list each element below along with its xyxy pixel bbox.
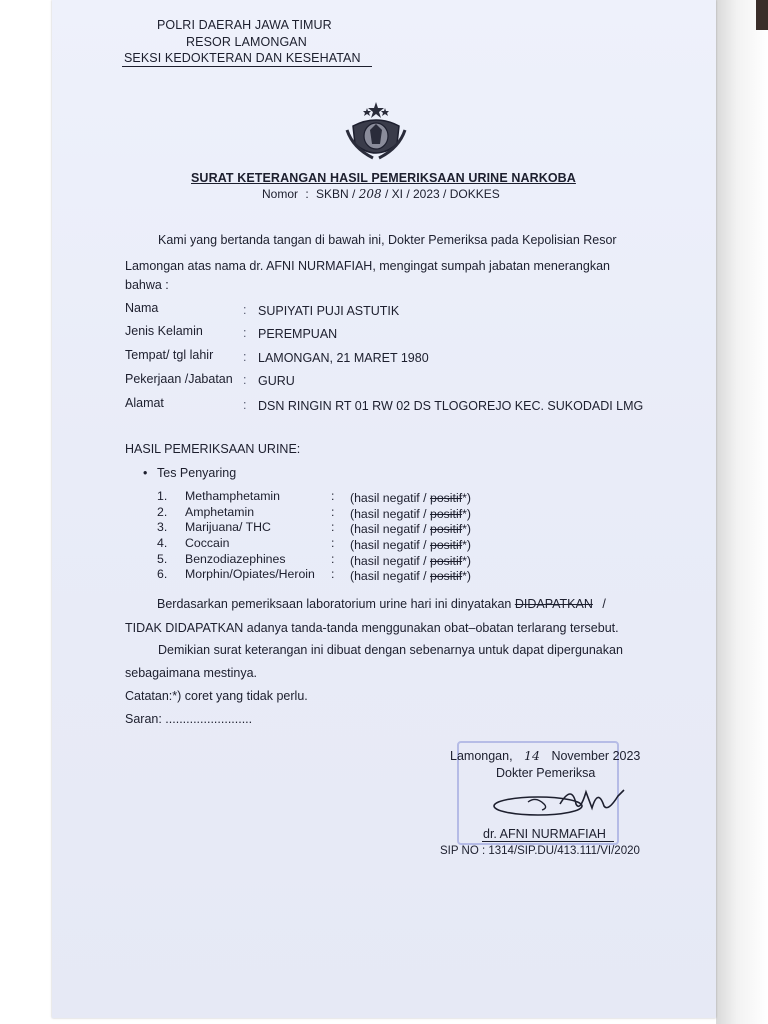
document-title: SURAT KETERANGAN HASIL PEMERIKSAAN URINE NARKOBA <box>191 171 576 185</box>
header-line-2: RESOR LAMONGAN <box>186 35 307 49</box>
document-number <box>262 187 500 201</box>
saran: Saran: ......................... <box>125 712 253 726</box>
identity-label-alamat: Alamat <box>125 396 164 410</box>
signature-month-year: November 2023 <box>551 749 641 763</box>
closing-line-2: sebagaimana mestinya. <box>125 666 258 680</box>
result-colon: : <box>331 489 335 503</box>
result-name: Marijuana/ THC <box>185 520 271 534</box>
result-name: Morphin/Opiates/Heroin <box>185 567 315 581</box>
result-no: 2. <box>157 505 168 519</box>
result-colon: : <box>331 567 335 581</box>
conclusion-line-1-text: Berdasarkan pemeriksaan laboratorium urine hari ini dinyatakan <box>157 597 512 611</box>
result-close: *) <box>462 491 471 505</box>
identity-colon: : <box>243 350 247 364</box>
result-struck: positif <box>429 569 463 583</box>
result-struck: positif <box>429 522 463 536</box>
result-value <box>350 554 471 568</box>
catatan: Catatan:*) coret yang tidak perlu. <box>125 689 308 703</box>
result-value <box>350 569 471 583</box>
identity-label-pekerjaan: Pekerjaan /Jabatan <box>125 372 233 386</box>
result-close: *) <box>462 522 471 536</box>
result-no: 3. <box>157 520 168 534</box>
identity-label-nama: Nama <box>125 301 159 315</box>
result-colon: : <box>331 552 335 566</box>
nomor-colon: : <box>305 187 309 201</box>
results-heading: HASIL PEMERIKSAAN URINE: <box>125 442 301 456</box>
result-struck: positif <box>429 491 463 505</box>
result-name: Coccain <box>185 536 230 550</box>
nomor-prefix: SKBN / <box>316 187 356 201</box>
result-open: (hasil negatif / <box>350 554 427 568</box>
closing-line-1: Demikian surat keterangan ini dibuat dengan sebenarnya untuk dapat dipergunakan <box>158 643 623 657</box>
header-underline <box>122 66 372 67</box>
result-name: Benzodiazephines <box>185 552 286 566</box>
results-subheading: Tes Penyaring <box>157 466 237 480</box>
result-no: 6. <box>157 567 168 581</box>
background-right <box>716 0 768 1024</box>
result-close: *) <box>462 538 471 552</box>
result-open: (hasil negatif / <box>350 507 427 521</box>
result-close: *) <box>462 569 471 583</box>
result-struck: positif <box>429 507 463 521</box>
conclusion-line-2: TIDAK DIDAPATKAN adanya tanda-tanda menggunakan obat–obatan terlarang tersebut. <box>125 621 619 635</box>
identity-colon: : <box>243 398 247 412</box>
identity-value-pekerjaan: GURU <box>258 374 295 388</box>
identity-label-tempat-tgl-lahir: Tempat/ tgl lahir <box>125 348 214 362</box>
sip-number: SIP NO : 1314/SIP.DU/413.111/VI/2020 <box>440 845 640 857</box>
result-value <box>350 507 471 521</box>
identity-value-tempat-tgl-lahir: LAMONGAN, 21 MARET 1980 <box>258 351 429 365</box>
signatory-name-underline <box>482 841 614 842</box>
result-struck: positif <box>429 538 463 552</box>
police-emblem-icon <box>343 100 409 164</box>
identity-value-alamat: DSN RINGIN RT 01 RW 02 DS TLOGOREJO KEC. SUKODADI LMG <box>258 399 644 413</box>
result-struck: positif <box>429 554 463 568</box>
result-colon: : <box>331 505 335 519</box>
identity-colon: : <box>243 373 247 387</box>
identity-value-nama: SUPIYATI PUJI ASTUTIK <box>258 304 400 318</box>
intro-line-3: bahwa : <box>125 278 169 292</box>
header-line-3: SEKSI KEDOKTERAN DAN KESEHATAN <box>124 51 361 65</box>
identity-colon: : <box>243 303 247 317</box>
result-name: Methamphetamin <box>185 489 281 503</box>
result-no: 5. <box>157 552 168 566</box>
conclusion-slash: / <box>602 597 606 611</box>
signature-role: Dokter Pemeriksa <box>496 766 596 780</box>
result-open: (hasil negatif / <box>350 522 427 536</box>
intro-line-2: Lamongan atas nama dr. AFNI NURMAFIAH, mengingat sumpah jabatan menerangkan <box>125 259 610 273</box>
conclusion-struck-word: DIDAPATKAN <box>514 597 593 611</box>
header-line-1: POLRI DAERAH JAWA TIMUR <box>157 18 332 32</box>
result-close: *) <box>462 554 471 568</box>
result-close: *) <box>462 507 471 521</box>
background-left <box>0 0 52 1024</box>
result-open: (hasil negatif / <box>350 569 427 583</box>
result-name: Amphetamin <box>185 505 255 519</box>
signatory-name: dr. AFNI NURMAFIAH <box>483 827 606 841</box>
result-value <box>350 538 471 552</box>
nomor-number: 208 <box>358 187 382 201</box>
handwritten-signature <box>488 778 638 828</box>
signature-place: Lamongan, <box>450 749 513 763</box>
identity-value-jenis-kelamin: PEREMPUAN <box>258 327 338 341</box>
signature-day: 14 <box>524 748 540 763</box>
result-colon: : <box>331 536 335 550</box>
result-colon: : <box>331 520 335 534</box>
nomor-suffix: / XI / 2023 / DOKKES <box>385 187 500 201</box>
result-no: 1. <box>157 489 168 503</box>
intro-line-1: Kami yang bertanda tangan di bawah ini, Dokter Pemeriksa pada Kepolisian Resor <box>158 233 617 247</box>
identity-label-jenis-kelamin: Jenis Kelamin <box>125 324 203 338</box>
conclusion-line-1 <box>157 593 606 615</box>
results-bullet: • <box>143 466 148 480</box>
identity-colon: : <box>243 326 247 340</box>
nomor-label: Nomor <box>262 187 299 201</box>
result-no: 4. <box>157 536 168 550</box>
result-open: (hasil negatif / <box>350 491 427 505</box>
result-open: (hasil negatif / <box>350 538 427 552</box>
result-value <box>350 522 471 536</box>
result-value <box>350 491 471 505</box>
